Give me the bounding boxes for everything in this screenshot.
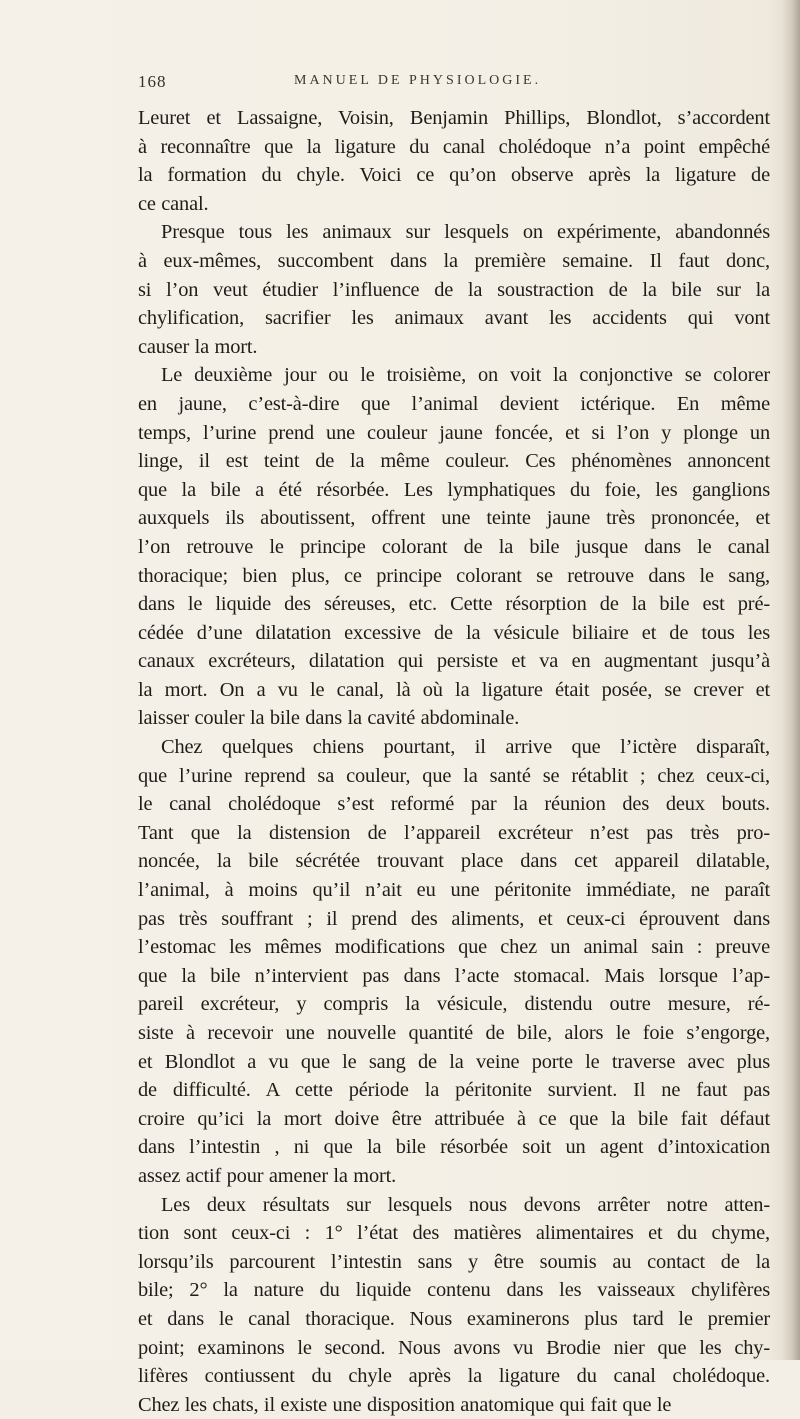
text-line: lorsqu’ils parcourent l’intestin sans y être soumis au contact de la xyxy=(138,1250,770,1273)
text-line: Leuret et Lassaigne, Voisin, Benjamin Phillips, Blondlot, s’accordent xyxy=(138,107,770,129)
text-line: pareil excréteur, y compris la vésicule, distendu outre mesure, ré- xyxy=(138,993,770,1016)
paragraph xyxy=(138,218,770,361)
paragraph xyxy=(138,733,770,1191)
text-line: lifères contiussent du chyle après la ligature du canal cholédoque. xyxy=(138,1365,770,1388)
text-line: canaux excréteurs, dilatation qui persiste et va en augmentant jusqu’à xyxy=(138,650,770,673)
text-line: Presque tous les animaux sur lesquels on expérimente, abandonnés xyxy=(161,221,770,244)
text-line: Le deuxième jour ou le troisième, on voit la conjonctive se colorer xyxy=(161,364,770,387)
body-text xyxy=(138,104,770,1419)
text-line: l’on retrouve le principe colorant de la bile jusque dans le canal xyxy=(138,535,770,558)
text-line: Chez les chats, il existe une disposition anatomique qui fait que le xyxy=(138,1393,672,1416)
paragraph xyxy=(138,361,770,733)
page-number: 168 xyxy=(138,72,167,91)
text-line: le canal cholédoque s’est reformé par la réunion des deux bouts. xyxy=(138,793,770,816)
text-line: l’animal, à moins qu’il n’ait eu une péritonite immédiate, ne paraît xyxy=(138,879,770,902)
text-line: que l’urine reprend sa couleur, que la santé se rétablit ; chez ceux-ci, xyxy=(138,764,770,787)
text-line: linge, il est teint de la même couleur. Ces phénomènes annoncent xyxy=(138,450,770,473)
text-line: la formation du chyle. Voici ce qu’on observe après la ligature de xyxy=(138,164,770,187)
text-line: la mort. On a vu le canal, là où la ligature était posée, se crever et xyxy=(138,678,770,701)
text-line: à reconnaître que la ligature du canal cholédoque n’a point empêché xyxy=(138,135,770,158)
paragraph xyxy=(138,104,770,218)
text-line: ce canal. xyxy=(138,192,209,215)
text-line: Chez quelques chiens pourtant, il arrive que l’ictère disparaît, xyxy=(161,736,770,759)
text-line: laisser couler la bile dans la cavité abdominale. xyxy=(138,707,520,730)
text-line: bile; 2° la nature du liquide contenu dans les vaisseaux chylifères xyxy=(138,1279,770,1302)
text-line: causer la mort. xyxy=(138,335,258,358)
text-line: si l’on veut étudier l’influence de la soustraction de la bile sur la xyxy=(138,278,770,301)
running-head: MANUEL DE PHYSIOLOGIE. xyxy=(294,73,542,88)
text-line: siste à recevoir une nouvelle quantité de bile, alors le foie s’engorge, xyxy=(138,1022,770,1044)
text-line: temps, l’urine prend une couleur jaune foncée, et si l’on y plonge un xyxy=(138,421,770,444)
text-line: l’estomac les mêmes modifications que chez un animal sain : preuve xyxy=(138,936,770,959)
page-header xyxy=(138,72,778,102)
page-edge-shadow xyxy=(782,0,800,1360)
text-line: et Blondlot a vu que le sang de la veine porte le traverse avec plus xyxy=(138,1050,770,1073)
text-line: et dans le canal thoracique. Nous examinerons plus tard le premier xyxy=(138,1307,770,1330)
text-line: noncée, la bile sécrétée trouvant place dans cet appareil dilatable, xyxy=(138,850,770,873)
text-line: dans le liquide des séreuses, etc. Cette résorption de la bile est pré- xyxy=(138,593,770,616)
text-line: en jaune, c’est-à-dire que l’animal devient ictérique. En même xyxy=(138,392,770,415)
text-line: pas très souffrant ; il prend des aliments, et ceux-ci éprouvent dans xyxy=(138,907,770,930)
text-line: dans l’intestin , ni que la bile résorbée soit un agent d’intoxication xyxy=(138,1136,770,1159)
text-line: que la bile n’intervient pas dans l’acte stomacal. Mais lorsque l’ap- xyxy=(138,964,770,987)
text-line: point; examinons le second. Nous avons vu Brodie nier que les chy- xyxy=(138,1336,770,1359)
text-line: Tant que la distension de l’appareil excréteur n’est pas très pro- xyxy=(138,821,770,844)
text-line: que la bile a été résorbée. Les lymphatiques du foie, les ganglions xyxy=(138,478,770,501)
text-line: Les deux résultats sur lesquels nous devons arrêter notre atten- xyxy=(161,1193,770,1216)
text-line: à eux-mêmes, succombent dans la première semaine. Il faut donc, xyxy=(138,249,770,272)
text-line: croire qu’ici la mort doive être attribuée à ce que la bile fait défaut xyxy=(138,1107,770,1130)
text-line: thoracique; bien plus, ce principe colorant se retrouve dans le sang, xyxy=(138,564,770,587)
text-line: cédée d’une dilatation excessive de la vésicule biliaire et de tous les xyxy=(138,621,770,644)
text-line: chylification, sacrifier les animaux avant les accidents qui vont xyxy=(138,307,770,330)
text-line: de difficulté. A cette période la péritonite survient. Il ne faut pas xyxy=(138,1079,770,1102)
text-line: assez actif pour amener la mort. xyxy=(138,1164,397,1187)
paragraph xyxy=(138,1191,770,1419)
text-line: auxquels ils aboutissent, offrent une teinte jaune très prononcée, et xyxy=(138,507,770,530)
text-line: tion sont ceux-ci : 1° l’état des matières alimentaires et du chyme, xyxy=(138,1222,770,1245)
